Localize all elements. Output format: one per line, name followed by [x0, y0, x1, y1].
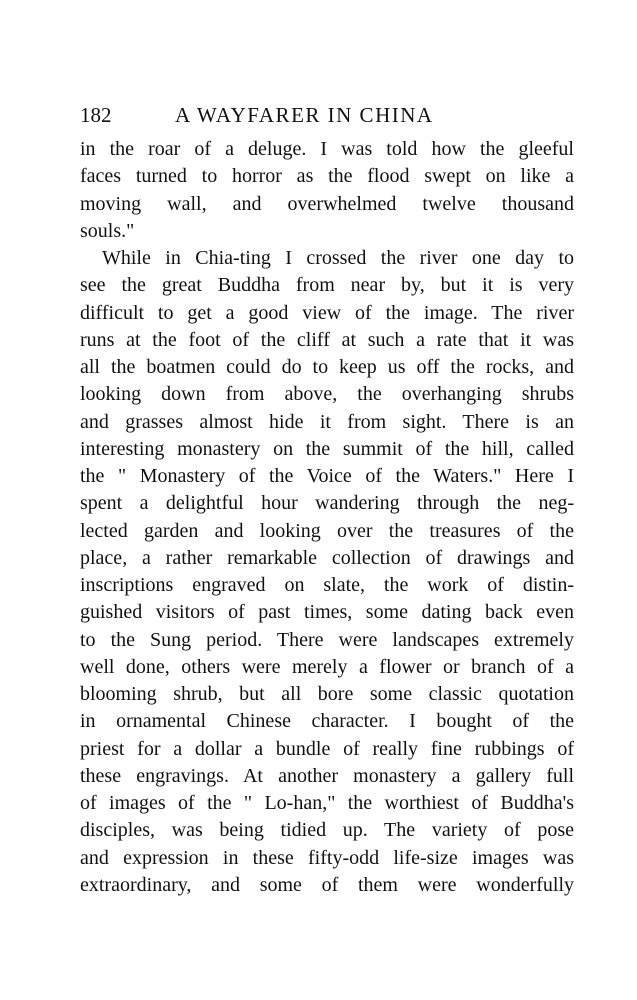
text-line: in the roar of a deluge. I was told how the gleeful: [80, 138, 574, 160]
text-line: spent a delightful hour wandering through the neg-: [80, 492, 574, 515]
text-line: place, a rather remarkable collection of drawings and: [80, 546, 574, 569]
running-title: A WAYFARER IN CHINA: [175, 103, 434, 127]
text-line: moving wall, and overwhelmed twelve thousand: [80, 192, 574, 215]
text-line: and expression in these fifty-odd life-size images was: [80, 846, 574, 869]
text-line: looking down from above, the overhanging shrubs: [80, 383, 574, 406]
text-line: interesting monastery on the summit of the hill, called: [80, 437, 574, 460]
text-line: disciples, was being tidied up. The variety of pose: [80, 819, 574, 842]
text-line: priest for a dollar a bundle of really fine rubbings of: [80, 737, 574, 760]
text-line: to the Sung period. There were landscapes extremely: [80, 628, 574, 651]
text-line: faces turned to horror as the flood swept on like a: [80, 165, 574, 188]
text-line: extraordinary, and some of them were wonderfully: [80, 873, 574, 896]
text-line: While in Chia-ting I crossed the river one day to: [102, 247, 574, 269]
text-line: blooming shrub, but all bore some classic quotation: [80, 683, 574, 705]
text-line: souls.": [80, 219, 135, 242]
text-line: all the boatmen could do to keep us off the rocks, and: [80, 356, 574, 378]
text-line: see the great Buddha from near by, but it is very: [80, 274, 574, 297]
text-line: inscriptions engraved on slate, the work of distin-: [80, 574, 574, 596]
text-line: runs at the foot of the cliff at such a rate that it was: [80, 328, 574, 351]
text-line: difficult to get a good view of the image. The river: [80, 301, 574, 324]
page-header: [80, 100, 580, 130]
text-line: guished visitors of past times, some dating back even: [80, 601, 574, 624]
text-line: the " Monastery of the Voice of the Waters." Here I: [80, 465, 574, 487]
text-line: these engravings. At another monastery a gallery full: [80, 764, 574, 787]
text-line: of images of the " Lo-han," the worthiest of Buddha's: [80, 792, 574, 814]
page-number: 182: [80, 103, 112, 127]
text-line: lected garden and looking over the treasures of the: [80, 519, 574, 542]
text-line: well done, others were merely a flower or branch of a: [80, 655, 574, 678]
text-line: in ornamental Chinese character. I bought of the: [80, 710, 574, 733]
body-text: [80, 136, 574, 899]
text-line: and grasses almost hide it from sight. There is an: [80, 410, 574, 433]
